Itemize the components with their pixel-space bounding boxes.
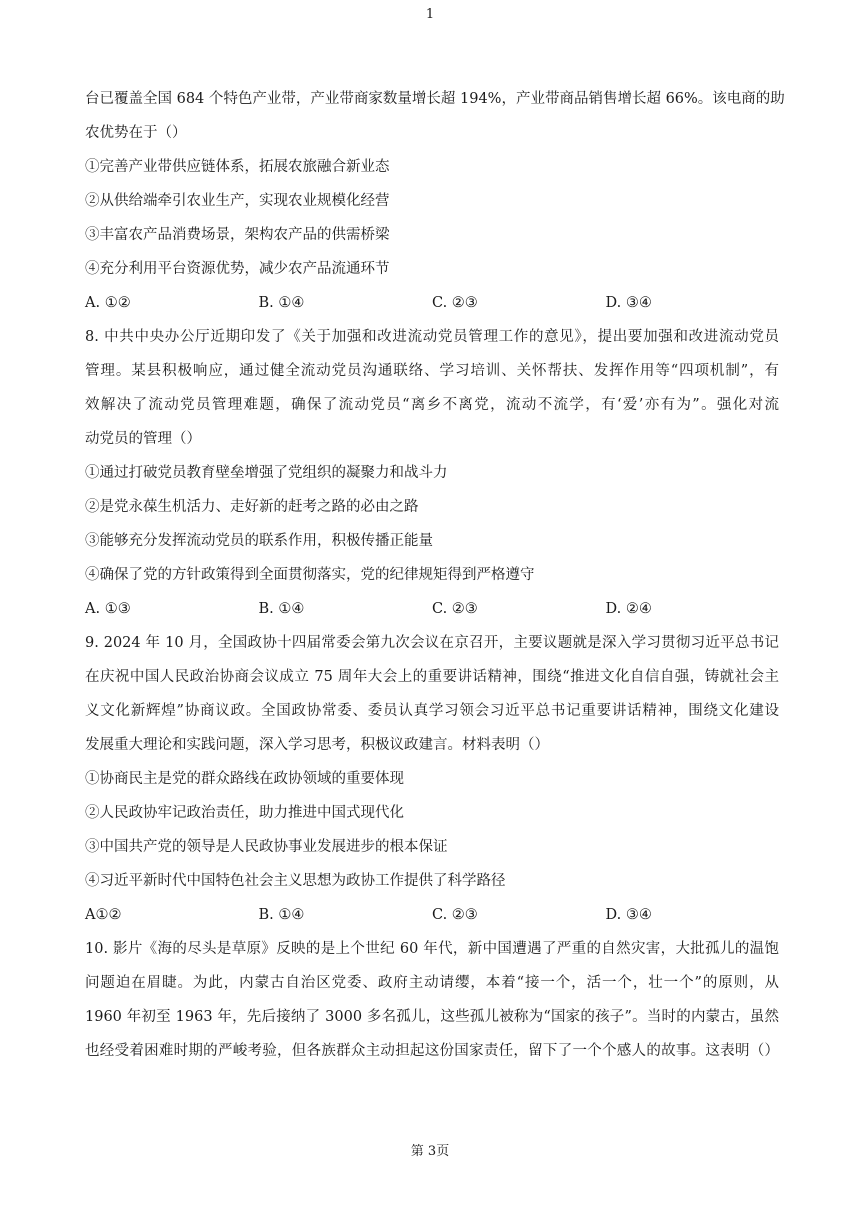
- statement-1: ①通过打破党员教育壁垒增强了党组织的凝聚力和战斗力: [85, 465, 448, 481]
- option-a: A①②: [85, 907, 122, 923]
- page-footer: 第 3页: [410, 1144, 450, 1159]
- option-c: C. ②③: [432, 601, 478, 617]
- question-stem-line: 1960 年初至 1963 年，先后接纳了 3000 多名孤儿，这些孤儿被称为“国家的孩子”。当时的内蒙古，虽然: [85, 1009, 779, 1025]
- option-d: D. ③④: [605, 295, 652, 311]
- question-10: [85, 936, 779, 1072]
- option-b: B. ①④: [258, 295, 305, 311]
- statement-3: ③丰富农产品消费场景，架构农产品的供需桥梁: [85, 227, 390, 243]
- question-stem-line: 管理。某县积极响应，通过健全流动党员沟通联络、学习培训、关怀帮扶、发挥作用等“四项机制”，有: [85, 363, 779, 379]
- question-stem-line: 动党员的管理（）: [85, 431, 201, 447]
- question-stem-line: 8. 中共中央办公厅近期印发了《关于加强和改进流动党员管理工作的意见》，提出要加强和改进流动党员: [85, 329, 779, 345]
- option-a: A. ①②: [85, 295, 131, 311]
- question-stem-line: 也经受着困难时期的严峻考验，但各族群众主动担起这份国家责任，留下了一个个感人的故事。这表明（）: [85, 1043, 779, 1059]
- question-stem-line: 台已覆盖全国 684 个特色产业带，产业带商家数量增长超 194%，产业带商品销售增长超 66%。该电商的助: [85, 91, 785, 107]
- question-stem-line: 在庆祝中国人民政治协商会议成立 75 周年大会上的重要讲话精神，围绕“推进文化自信自强，铸就社会主: [85, 669, 779, 685]
- statement-2: ②从供给端牵引农业生产，实现农业规模化经营: [85, 193, 390, 209]
- answer-options: [85, 596, 779, 630]
- question-7: [85, 86, 785, 324]
- option-a: A. ①③: [85, 601, 131, 617]
- answer-options: [85, 902, 779, 936]
- statement-1: ①完善产业带供应链体系，拓展农旅融合新业态: [85, 159, 390, 175]
- option-b: B. ①④: [258, 907, 305, 923]
- question-9: [85, 630, 779, 936]
- option-c: C. ②③: [432, 295, 478, 311]
- statement-3: ③中国共产党的领导是人民政协事业发展进步的根本保证: [85, 839, 448, 855]
- statement-4: ④习近平新时代中国特色社会主义思想为政协工作提供了科学路径: [85, 873, 506, 889]
- question-stem-line: 9. 2024 年 10 月，全国政协十四届常委会第九次会议在京召开，主要议题就是深入学习贯彻习近平总书记: [85, 635, 779, 651]
- page-number: 1: [425, 7, 435, 22]
- question-stem-line: 发展重大理论和实践问题，深入学习思考，积极议政建言。材料表明（）: [85, 737, 549, 753]
- document-body: [85, 86, 785, 1072]
- option-d: D. ②④: [605, 601, 652, 617]
- question-stem-line: 义文化新辉煌”协商议政。全国政协常委、委员认真学习领会习近平总书记重要讲话精神，围绕文化建设: [85, 703, 779, 719]
- question-stem-line: 问题迫在眉睫。为此，内蒙古自治区党委、政府主动请缨，本着“接一个，活一个，壮一个”的原则，从: [85, 975, 779, 991]
- statement-1: ①协商民主是党的群众路线在政协领域的重要体现: [85, 771, 404, 787]
- option-b: B. ①④: [258, 601, 305, 617]
- question-stem-line: 效解决了流动党员管理难题，确保了流动党员“离乡不离党，流动不流学，有‘爱’亦有为”。强化对流: [85, 397, 779, 413]
- question-stem-line: 10. 影片《海的尽头是草原》反映的是上个世纪 60 年代，新中国遭遇了严重的自然灾害，大批孤儿的温饱: [85, 941, 779, 957]
- statement-4: ④充分利用平台资源优势，减少农产品流通环节: [85, 261, 390, 277]
- option-c: C. ②③: [432, 907, 478, 923]
- option-d: D. ③④: [605, 907, 652, 923]
- question-8: [85, 324, 779, 630]
- statement-3: ③能够充分发挥流动党员的联系作用，积极传播正能量: [85, 533, 433, 549]
- statement-2: ②人民政协牢记政治责任，助力推进中国式现代化: [85, 805, 404, 821]
- statement-2: ②是党永葆生机活力、走好新的赶考之路的必由之路: [85, 499, 419, 515]
- question-stem-line: 农优势在于（）: [85, 125, 187, 141]
- answer-options: [85, 290, 779, 324]
- statement-4: ④确保了党的方针政策得到全面贯彻落实，党的纪律规矩得到严格遵守: [85, 567, 535, 583]
